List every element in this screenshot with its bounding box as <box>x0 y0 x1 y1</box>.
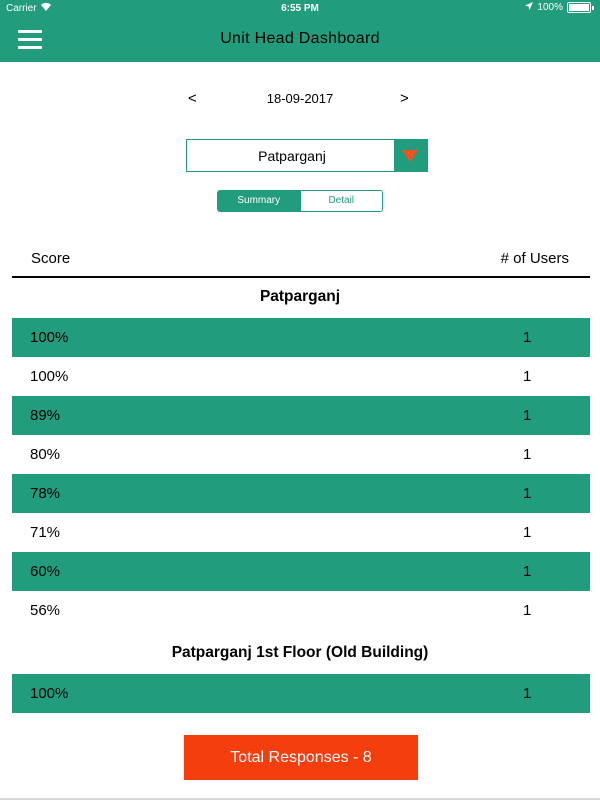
table-row <box>12 552 590 591</box>
table-row <box>12 318 590 357</box>
battery-icon <box>567 2 591 13</box>
users-cell: 1 <box>523 407 532 424</box>
table-row <box>12 513 590 552</box>
location-arrow-icon <box>525 2 533 13</box>
score-column-header: Score <box>31 250 71 267</box>
score-cell: 89% <box>30 407 61 424</box>
table-row <box>12 435 590 474</box>
status-bar <box>0 0 600 18</box>
dropdown-toggle[interactable] <box>394 140 427 171</box>
users-cell: 1 <box>523 329 532 346</box>
location-dropdown-value: Patparganj <box>258 148 326 164</box>
users-cell: 1 <box>523 485 532 502</box>
table-row <box>12 396 590 435</box>
score-cell: 56% <box>30 602 61 619</box>
score-cell: 60% <box>30 563 61 580</box>
group-title: Patparganj <box>259 288 341 305</box>
score-cell: 100% <box>30 368 69 385</box>
users-cell: 1 <box>523 563 532 580</box>
date-navigator <box>0 90 600 110</box>
page-title: Unit Head Dashboard <box>220 30 380 47</box>
carrier-label: Carrier <box>6 3 37 14</box>
tab-summary[interactable]: Summary <box>218 191 300 211</box>
previous-date-button[interactable]: < <box>188 90 197 107</box>
group-title: Patparganj 1st Floor (Old Building) <box>171 644 429 661</box>
users-column-header: # of Users <box>500 250 569 267</box>
score-cell: 71% <box>30 524 61 541</box>
next-date-button[interactable]: > <box>400 90 409 107</box>
status-right <box>525 2 594 13</box>
battery-percent: 100% <box>537 2 563 13</box>
score-cell: 100% <box>30 685 69 702</box>
users-cell: 1 <box>523 524 532 541</box>
tab-detail[interactable]: Detail <box>300 191 383 211</box>
table-row <box>12 357 590 396</box>
battery-tip <box>592 6 594 10</box>
table-row <box>12 674 590 713</box>
users-cell: 1 <box>523 602 532 619</box>
view-toggle <box>217 190 383 212</box>
score-cell: 78% <box>30 485 61 502</box>
status-time: 6:55 PM <box>281 3 319 14</box>
users-cell: 1 <box>523 368 532 385</box>
table-header <box>12 248 590 278</box>
total-responses-button[interactable]: Total Responses - 8 <box>184 735 418 780</box>
current-date: 18-09-2017 <box>266 91 334 106</box>
table-row <box>12 474 590 513</box>
table-row <box>12 591 590 630</box>
nav-bar <box>0 18 600 62</box>
users-cell: 1 <box>523 685 532 702</box>
score-cell: 80% <box>30 446 61 463</box>
score-cell: 100% <box>30 329 69 346</box>
location-dropdown[interactable] <box>186 139 428 172</box>
triangle-down-icon <box>402 150 418 162</box>
users-cell: 1 <box>523 446 532 463</box>
